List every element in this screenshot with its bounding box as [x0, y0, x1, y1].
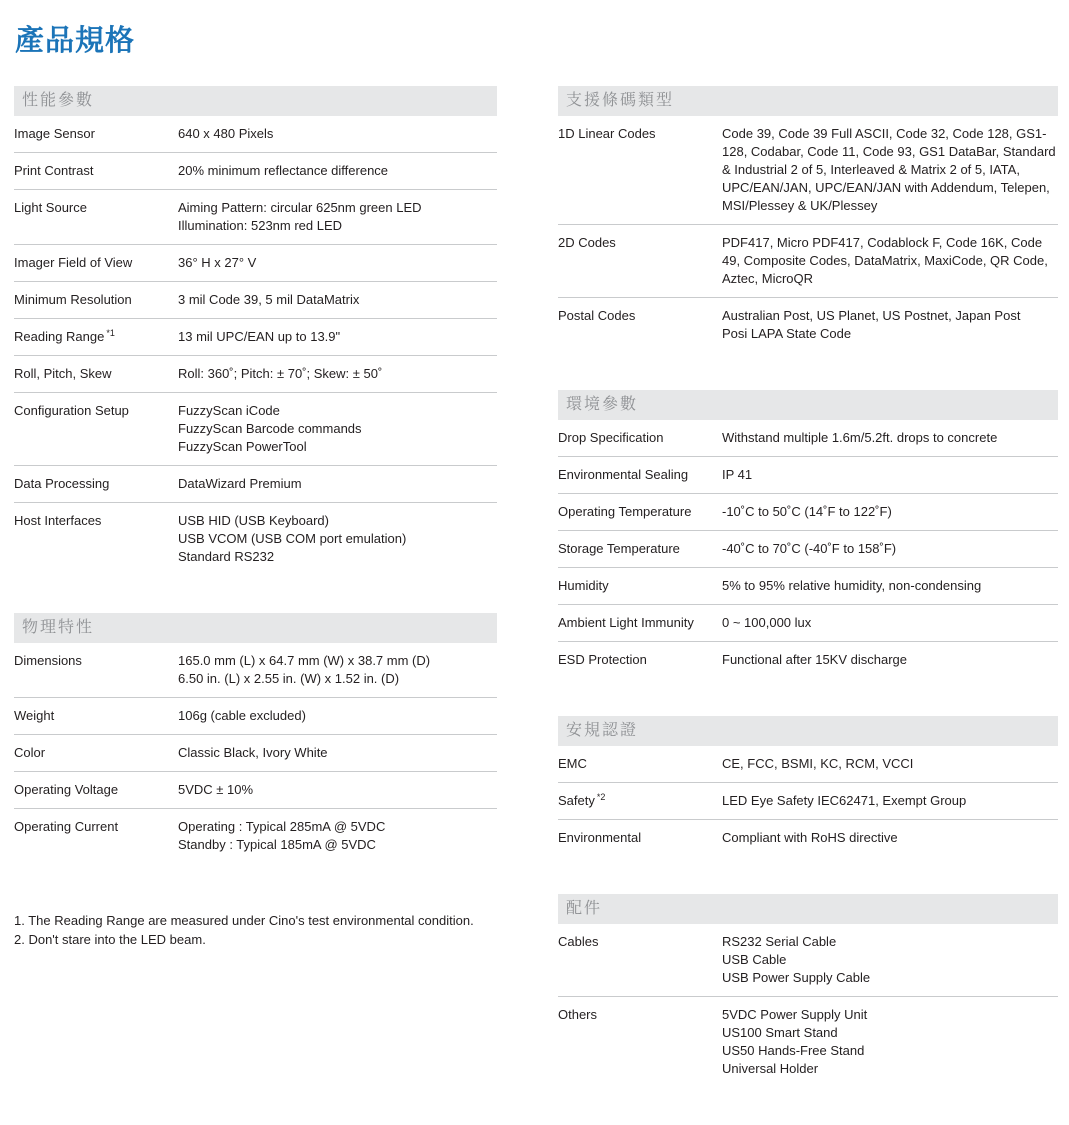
footnotes [14, 911, 497, 949]
spec-value-line: Aiming Pattern: circular 625nm green LED [178, 200, 422, 215]
footnote-line: 1. The Reading Range are measured under Cino's test environmental condition. [14, 913, 474, 928]
spec-label: Weight [14, 708, 55, 723]
spec-value [722, 503, 1058, 521]
right-column [558, 86, 1058, 1125]
spec-value [722, 755, 1058, 773]
spec-value [722, 466, 1058, 484]
spec-value-line: PDF417, Micro PDF417, Codablock F, Code 16K, Code 49, Composite Codes, DataMatrix, MaxiCode, QR Code, Aztec, MicroQR [722, 235, 1048, 286]
spec-value-line: IP 41 [722, 467, 753, 482]
spec-row [558, 568, 1058, 605]
spec-value-line: Classic Black, Ivory White [178, 745, 328, 760]
spec-section [14, 613, 497, 863]
left-column [14, 86, 497, 949]
spec-value-line: USB Power Supply Cable [722, 970, 871, 985]
spec-value-line: 13 mil UPC/EAN up to 13.9" [178, 329, 341, 344]
spec-row [14, 356, 497, 393]
spec-value-line: FuzzyScan Barcode commands [178, 421, 362, 436]
spec-value-line: RS232 Serial Cable [722, 934, 837, 949]
spec-value [178, 125, 497, 143]
spec-label: Humidity [558, 578, 609, 593]
spec-value-line: LED Eye Safety IEC62471, Exempt Group [722, 793, 967, 808]
page-title: 產品規格 [15, 25, 136, 57]
section-header: 配件 [558, 894, 1058, 924]
spec-value [178, 512, 497, 566]
spec-row [14, 772, 497, 809]
spec-label: Image Sensor [14, 126, 95, 141]
spec-row [558, 997, 1058, 1087]
spec-value-line: Standby : Typical 185mA @ 5VDC [178, 837, 376, 852]
spec-row [558, 116, 1058, 225]
spec-value [722, 540, 1058, 558]
section-header: 性能參數 [14, 86, 497, 116]
section-rows [14, 643, 497, 863]
spec-label: Environmental [558, 830, 642, 845]
spec-value [722, 234, 1058, 288]
spec-value-line: Posi LAPA State Code [722, 326, 852, 341]
spec-value [178, 781, 497, 799]
spec-value-line: DataWizard Premium [178, 476, 302, 491]
spec-row [558, 420, 1058, 457]
spec-label: Imager Field of View [14, 255, 133, 270]
spec-value [178, 199, 497, 235]
spec-row [14, 735, 497, 772]
spec-label: Environmental Sealing [558, 467, 689, 482]
spec-section [558, 86, 1058, 352]
spec-label: Host Interfaces [14, 513, 102, 528]
spec-label: Operating Voltage [14, 782, 119, 797]
spec-value-line: FuzzyScan iCode [178, 403, 280, 418]
spec-value-line: USB HID (USB Keyboard) [178, 513, 329, 528]
section-header: 物理特性 [14, 613, 497, 643]
spec-label: 1D Linear Codes [558, 126, 656, 141]
spec-row [14, 466, 497, 503]
spec-value-line: -10˚C to 50˚C (14˚F to 122˚F) [722, 504, 892, 519]
spec-row [14, 245, 497, 282]
spec-row [14, 809, 497, 863]
spec-value-line: 165.0 mm (L) x 64.7 mm (W) x 38.7 mm (D) [178, 653, 431, 668]
spec-row [558, 531, 1058, 568]
label-superscript: *1 [106, 327, 115, 338]
spec-label: Minimum Resolution [14, 292, 132, 307]
section-header: 安規認證 [558, 716, 1058, 746]
spec-row [14, 393, 497, 466]
spec-row [558, 642, 1058, 678]
spec-value-line: -40˚C to 70˚C (-40˚F to 158˚F) [722, 541, 897, 556]
spec-label: ESD Protection [558, 652, 647, 667]
spec-value-line: 36° H x 27° V [178, 255, 257, 270]
spec-value-line: Compliant with RoHS directive [722, 830, 898, 845]
spec-value [178, 328, 497, 346]
spec-value [722, 125, 1058, 215]
spec-section [14, 86, 497, 575]
spec-value [178, 402, 497, 456]
spec-label: Roll, Pitch, Skew [14, 366, 112, 381]
spec-row [14, 190, 497, 245]
spec-value-line: 0 ~ 100,000 lux [722, 615, 812, 630]
spec-value [178, 818, 497, 854]
spec-value [722, 933, 1058, 987]
spec-value-line: Illumination: 523nm red LED [178, 218, 343, 233]
spec-row [558, 457, 1058, 494]
spec-value [722, 792, 1058, 810]
spec-label: Dimensions [14, 653, 82, 668]
spec-value [178, 475, 497, 493]
spec-value-line: Standard RS232 [178, 549, 275, 564]
spec-row [558, 605, 1058, 642]
spec-value-line: Code 39, Code 39 Full ASCII, Code 32, Code 128, GS1-128, Codabar, Code 11, Code 93, GS1 DataBar, Standard & Industrial 2 of 5, Interleaved & Matrix 2 of 5, IATA, UPC/EAN/JAN, UPC/EAN/JAN with Addendum, Telepen, MSI/Plessey & UK/Plessey [722, 126, 1056, 213]
spec-row [558, 820, 1058, 856]
spec-row [14, 698, 497, 735]
spec-value-line: CE, FCC, BSMI, KC, RCM, VCCI [722, 756, 914, 771]
spec-row [558, 494, 1058, 531]
spec-value-line: 20% minimum reflectance difference [178, 163, 389, 178]
spec-section [558, 390, 1058, 678]
section-rows [558, 116, 1058, 352]
spec-section [558, 894, 1058, 1087]
spec-section [558, 716, 1058, 856]
spec-label: Drop Specification [558, 430, 664, 445]
spec-row [14, 282, 497, 319]
spec-label: Postal Codes [558, 308, 636, 323]
spec-value-line: 5VDC Power Supply Unit [722, 1007, 868, 1022]
spec-value [178, 365, 497, 383]
spec-value-line: FuzzyScan PowerTool [178, 439, 307, 454]
spec-value [178, 744, 497, 762]
spec-value-line: Roll: 360˚; Pitch: ± 70˚; Skew: ± 50˚ [178, 366, 383, 381]
spec-value [722, 614, 1058, 632]
spec-value-line: US50 Hands-Free Stand [722, 1043, 865, 1058]
spec-value-line: Functional after 15KV discharge [722, 652, 907, 667]
spec-row [558, 298, 1058, 352]
spec-row [558, 783, 1058, 820]
spec-row [14, 319, 497, 356]
spec-label: Operating Temperature [558, 504, 692, 519]
spec-value [722, 829, 1058, 847]
spec-value-line: USB Cable [722, 952, 787, 967]
spec-value [178, 652, 497, 688]
spec-value-line: 640 x 480 Pixels [178, 126, 274, 141]
spec-label: Storage Temperature [558, 541, 680, 556]
spec-value [722, 1006, 1058, 1078]
spec-value [178, 162, 497, 180]
spec-row [14, 503, 497, 575]
spec-label: 2D Codes [558, 235, 616, 250]
spec-value-line: Universal Holder [722, 1061, 819, 1076]
spec-row [558, 924, 1058, 997]
section-rows [558, 420, 1058, 678]
spec-label: Data Processing [14, 476, 110, 491]
spec-value [722, 651, 1058, 669]
spec-label: Light Source [14, 200, 87, 215]
spec-label: Reading Range $^{*1}$ [14, 327, 115, 344]
spec-value-line: 5VDC ± 10% [178, 782, 254, 797]
spec-value-line: 106g (cable excluded) [178, 708, 306, 723]
spec-label: Safety $^{*2}$ [558, 791, 606, 808]
spec-label: Operating Current [14, 819, 119, 834]
section-header: 支援條碼類型 [558, 86, 1058, 116]
spec-label: Color [14, 745, 46, 760]
spec-value-line: 3 mil Code 39, 5 mil DataMatrix [178, 292, 360, 307]
spec-value-line: Operating : Typical 285mA @ 5VDC [178, 819, 386, 834]
spec-value-line: 5% to 95% relative humidity, non-condensing [722, 578, 982, 593]
spec-label: Ambient Light Immunity [558, 615, 694, 630]
spec-value [178, 254, 497, 272]
spec-value-line: Australian Post, US Planet, US Postnet, Japan Post [722, 308, 1021, 323]
spec-value-line: USB VCOM (USB COM port emulation) [178, 531, 407, 546]
spec-value-line: US100 Smart Stand [722, 1025, 838, 1040]
spec-row [14, 643, 497, 698]
spec-label: Print Contrast [14, 163, 94, 178]
spec-label: Others [558, 1007, 598, 1022]
spec-value [178, 291, 497, 309]
columns-container [14, 86, 1058, 1125]
footnote-line: 2. Don't stare into the LED beam. [14, 932, 206, 947]
section-header: 環境參數 [558, 390, 1058, 420]
spec-row [14, 153, 497, 190]
spec-value [722, 429, 1058, 447]
section-rows [558, 746, 1058, 856]
spec-label: EMC [558, 756, 587, 771]
spec-value [722, 307, 1058, 343]
spec-row [14, 116, 497, 153]
spec-value-line: 6.50 in. (L) x 2.55 in. (W) x 1.52 in. (D) [178, 671, 400, 686]
section-rows [14, 116, 497, 575]
spec-value [178, 707, 497, 725]
spec-value [722, 577, 1058, 595]
spec-row [558, 225, 1058, 298]
label-superscript: *2 [596, 791, 606, 802]
spec-label: Configuration Setup [14, 403, 129, 418]
spec-label: Cables [558, 934, 599, 949]
spec-value-line: Withstand multiple 1.6m/5.2ft. drops to concrete [722, 430, 998, 445]
section-rows [558, 924, 1058, 1087]
spec-row [558, 746, 1058, 783]
